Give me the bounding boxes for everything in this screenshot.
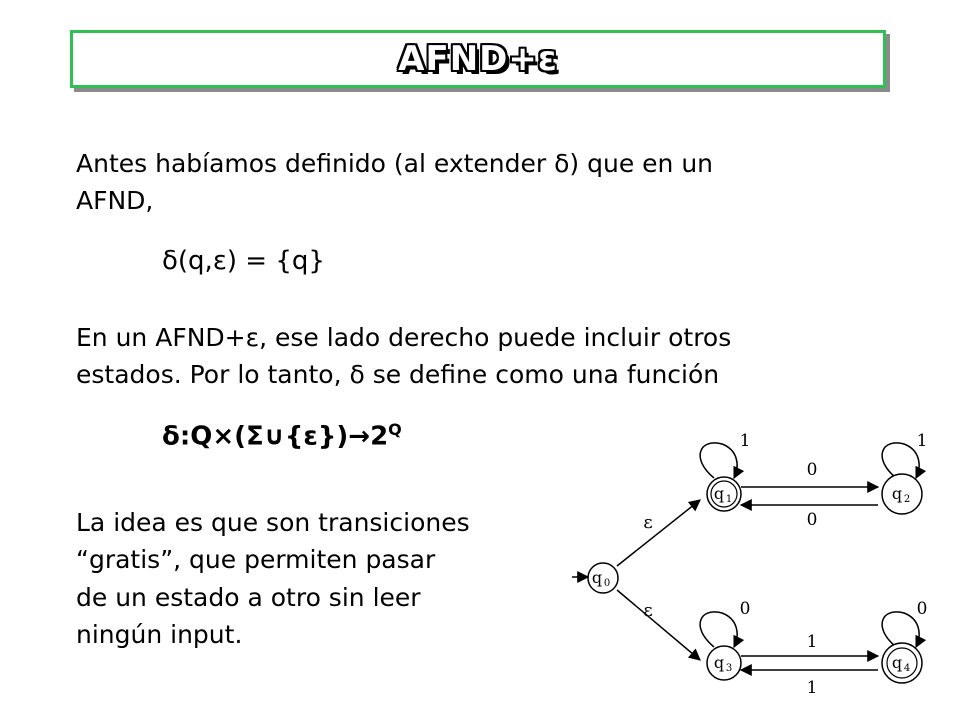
formula-main: δ:Q×(Σ∪{ε})→2 <box>162 421 389 452</box>
state-q0 <box>588 563 618 593</box>
paragraph2-line1: En un AFND+ε, ese lado derecho puede incluir otros <box>76 323 732 352</box>
paragraph3-line3: de un estado a otro sin leer <box>76 583 421 612</box>
loop-q2 <box>882 443 919 478</box>
state-q4-label: q <box>891 653 903 672</box>
loop-q3 <box>700 612 737 647</box>
state-q0-label: q <box>591 568 603 587</box>
paragraph1-line1: Antes habíamos definido (al extender δ) que en un <box>76 149 714 178</box>
loop-q1 <box>700 443 737 478</box>
state-q2-label: q <box>891 484 903 503</box>
label-loop-q1: 1 <box>739 431 751 451</box>
paragraph3-line2: “gratis”, que permiten pasar <box>76 545 436 574</box>
state-q1-label: q <box>713 484 725 503</box>
label-q0-q1: ε <box>643 512 653 533</box>
title-text: AFND+ε <box>398 39 558 79</box>
label-q2-q1: 0 <box>806 510 818 530</box>
label-q4-q3: 1 <box>806 678 818 698</box>
state-q0-sub: 0 <box>603 578 611 589</box>
paragraph3-line4: ningún input. <box>76 620 243 649</box>
label-q0-q3: ε <box>643 600 653 621</box>
formula-exponent: Q <box>388 420 402 439</box>
label-q3-q4: 1 <box>806 632 818 652</box>
paragraph3-line1: La idea es que son transiciones <box>76 508 470 537</box>
state-q3-label: q <box>713 653 725 672</box>
paragraph1-line2: AFND, <box>76 186 154 215</box>
edge-q0-q3 <box>617 590 700 660</box>
label-loop-q2: 1 <box>916 431 928 451</box>
state-q1-sub: 1 <box>725 494 733 505</box>
state-q2-sub: 2 <box>903 494 911 505</box>
edge-q0-q1 <box>617 500 700 566</box>
state-q4 <box>882 643 922 683</box>
state-q2 <box>882 474 922 514</box>
state-q1 <box>707 477 741 511</box>
loop-q4 <box>882 612 919 647</box>
state-q3-sub: 3 <box>725 663 733 674</box>
formula-delta-epsilon: δ(q,ε) = {q} <box>162 246 325 276</box>
label-loop-q3: 0 <box>739 599 751 619</box>
state-q3 <box>707 646 741 680</box>
paragraph2-line2: estados. Por lo tanto, δ se define como una función <box>76 360 720 389</box>
state-q4-sub: 4 <box>903 663 911 674</box>
label-q1-q2: 0 <box>806 460 818 480</box>
label-loop-q4: 0 <box>916 599 928 619</box>
